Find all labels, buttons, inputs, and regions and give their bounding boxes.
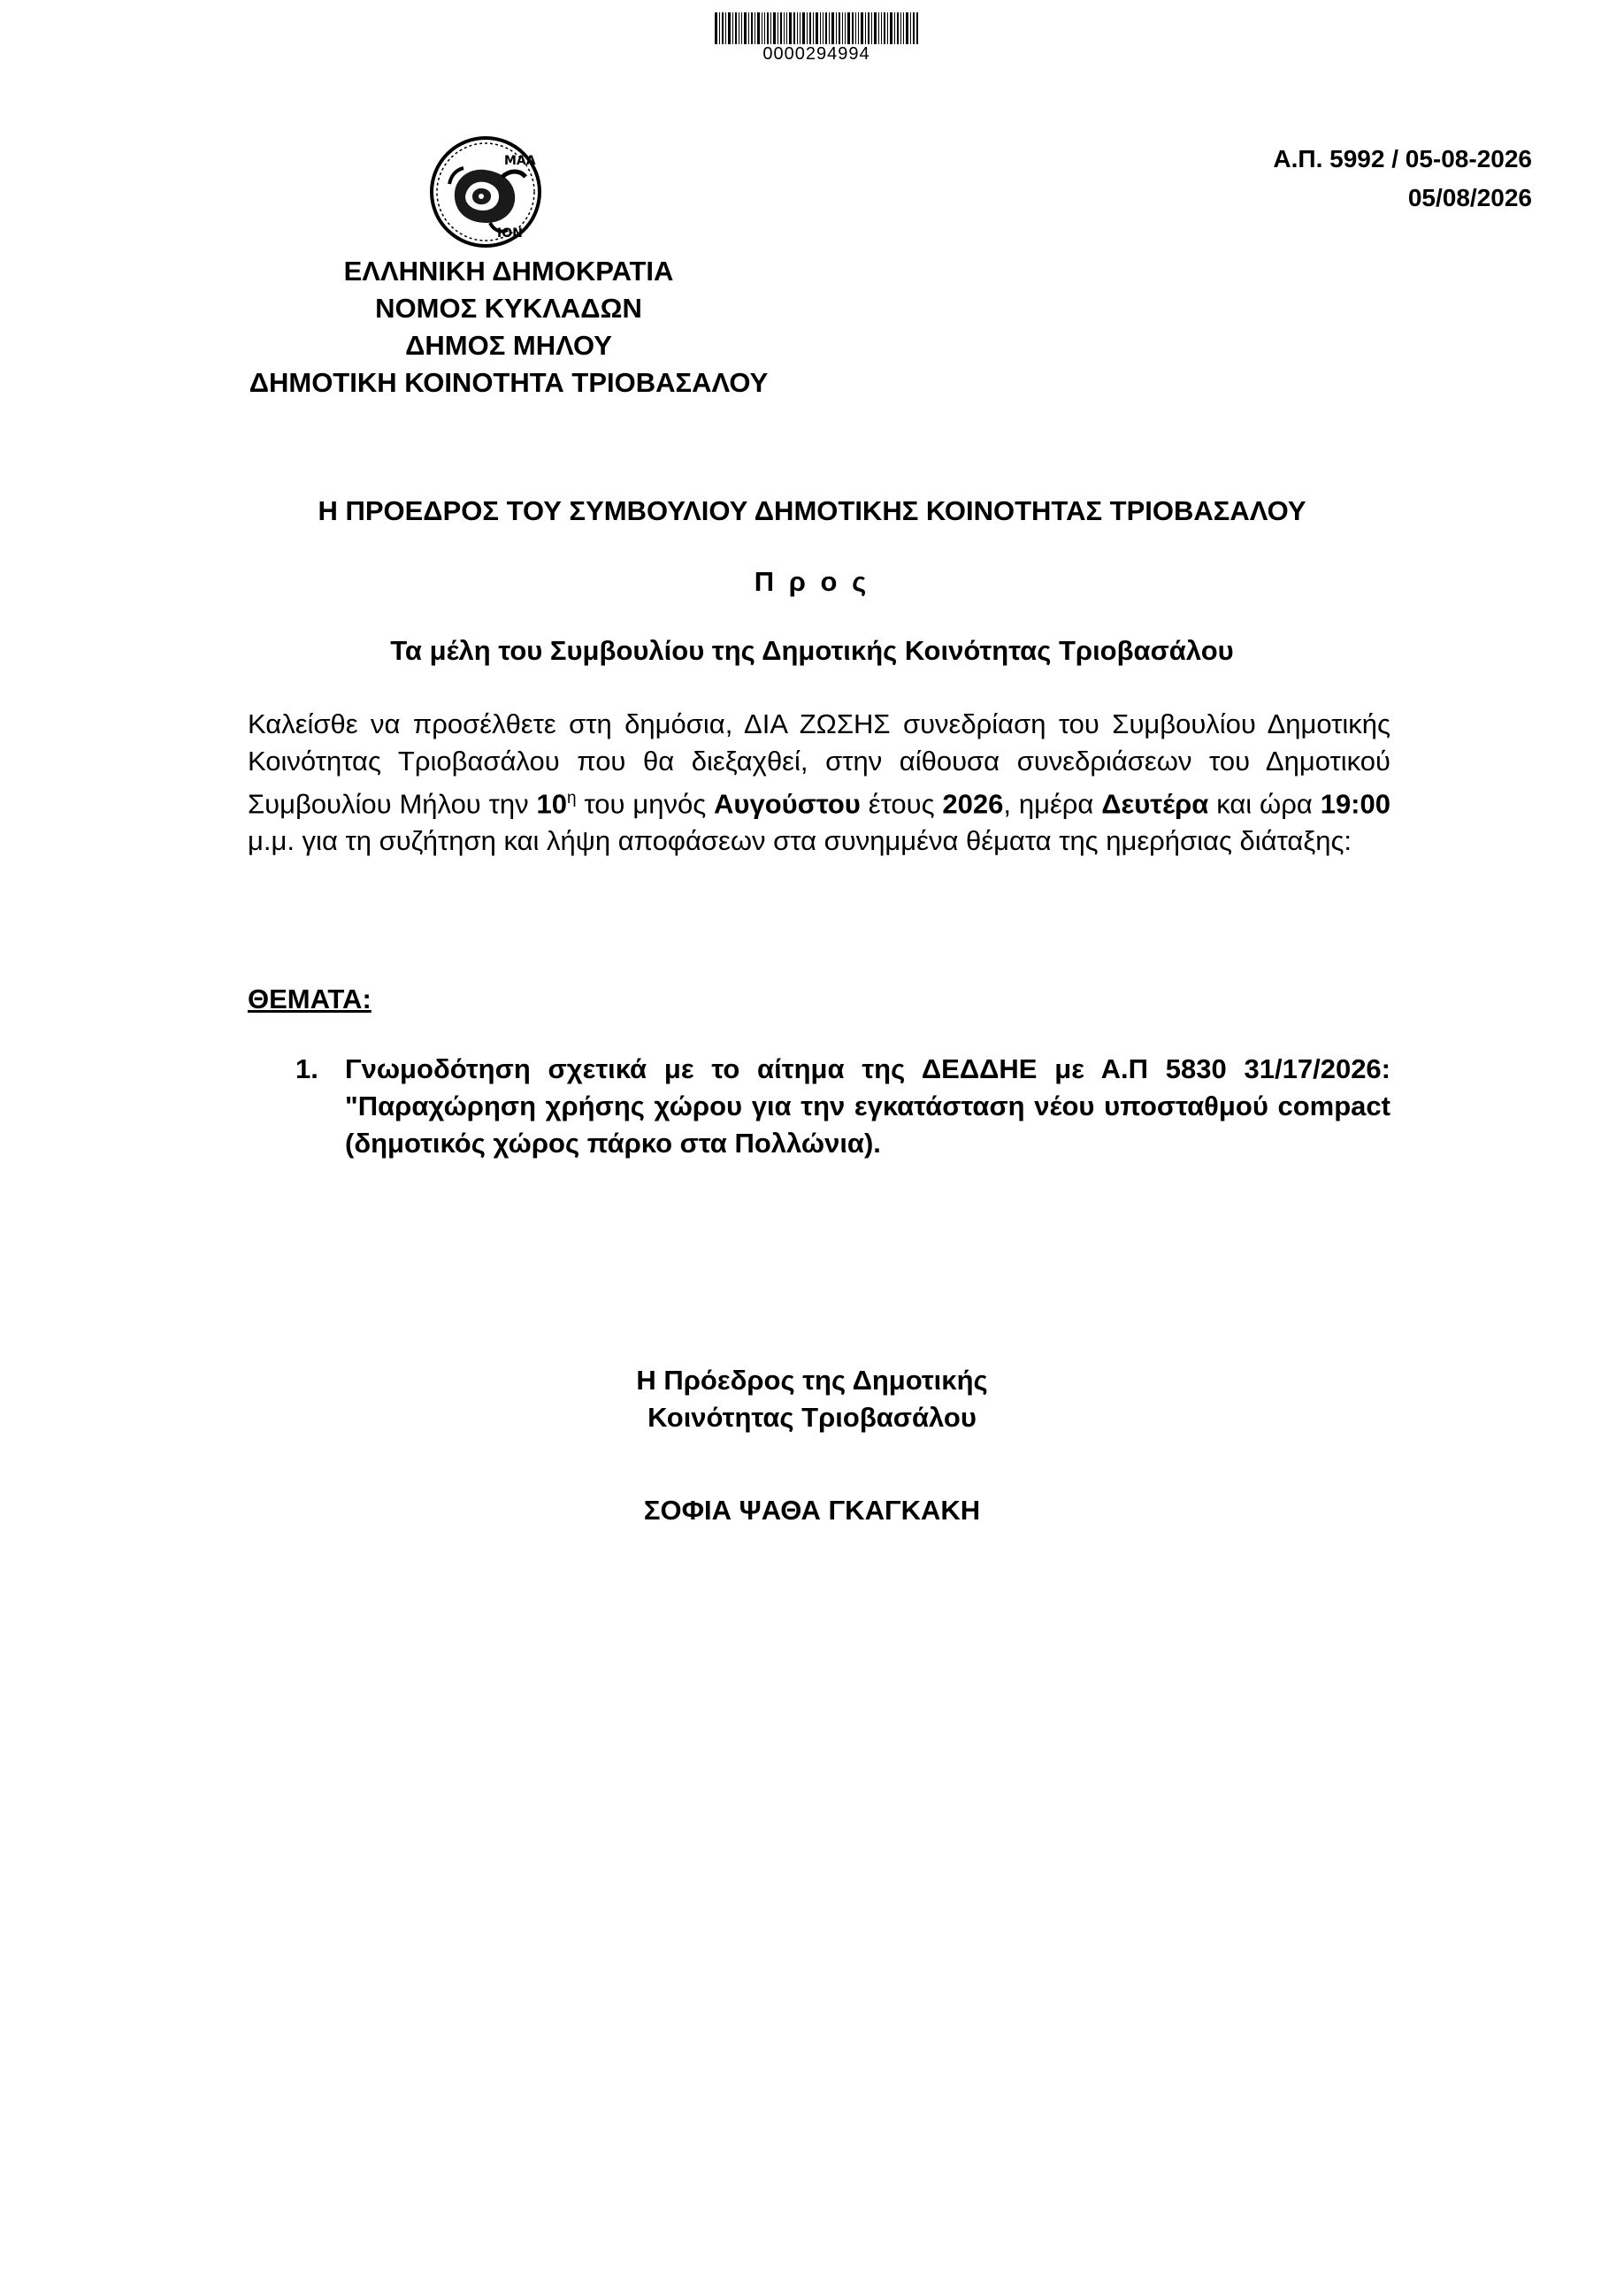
barcode-number: 0000294994 [762,44,870,64]
meeting-weekday: Δευτέρα [1101,788,1209,820]
document-title: Η ΠΡΟΕΔΡΟΣ ΤΟΥ ΣΥΜΒΟΥΛΙΟΥ ΔΗΜΟΤΙΚΗΣ ΚΟΙΝΟΤΗΤΑΣ ΤΡΙΟΒΑΣΑΛΟΥ [318,495,1306,526]
header-line-community: ΔΗΜΟΤΙΚΗ ΚΟΙΝΟΤΗΤΑ ΤΡΙΟΒΑΣΑΛΟΥ [249,367,769,398]
invitation-body [248,706,1390,860]
recipients-line: Τα μέλη του Συμβουλίου της Δημοτικής Κοινότητας Τριοβασάλου [390,635,1234,666]
signature-role-line1: Η Πρόεδρος της Δημοτικής [636,1365,988,1396]
protocol-number: Α.Π. 5992 / 05-08-2026 [1273,145,1532,172]
themes-heading: ΘΕΜΑΤΑ: [248,983,372,1014]
svg-text:ΜΑΛ: ΜΑΛ [504,154,536,168]
meeting-day: 10 [536,788,568,820]
to-label: Π ρ ο ς [754,566,870,597]
theme-item [295,1051,1390,1162]
header-line-republic: ΕΛΛΗΝΙΚΗ ΔΗΜΟΚΡΑΤΙΑ [343,256,674,287]
header-line-municipality: ΔΗΜΟΣ ΜΗΛΟΥ [405,330,612,361]
body-text-part6: μ.μ. για τη συζήτηση και λήψη αποφάσεων στα συνημμένα θέματα της ημερήσιας διάταξης: [248,825,1352,857]
meeting-day-suffix: η [567,789,577,807]
body-text-part1: Καλείσθε να προσέλθετε στη δημόσια, ΔΙΑ ΖΩΣΗΣ συνεδρίαση του Συμβουλίου Δημοτικής Κοινότητας Τριοβασάλου που θα διεξαχθεί, στην αίθουσα συνεδριάσεων του Δημοτικού Συμβουλίου Μήλου την [248,708,1390,820]
municipal-seal-icon [428,134,543,249]
theme-item-text: Γνωμοδότηση σχετικά με το αίτημα της ΔΕΔΔΗΕ με Α.Π 5830 31/17/2026: "Παραχώρηση χρήσης χώρου για την εγκατάσταση νέου υποσταθμού compact (δημοτικός χώρος πάρκο στα Πολλώνια). [345,1053,1390,1159]
signature-block [0,1362,1624,1436]
body-text-part3: έτους [860,788,943,820]
protocol-block [1273,140,1532,218]
authority-header [230,253,787,402]
meeting-month: Αυγούστου [714,788,861,820]
signature-role-line2: Κοινότητας Τριοβασάλου [647,1402,977,1433]
meeting-year: 2026 [942,788,1004,820]
body-text-part2: του μηνός [576,788,715,820]
barcode-icon [715,12,918,44]
header-line-prefecture: ΝΟΜΟΣ ΚΥΚΛΑΔΩΝ [375,293,642,324]
theme-item-number: 1. [295,1053,318,1084]
signer-name: ΣΟΦΙΑ ΨΑΘΑ ΓΚΑΓΚΑΚΗ [643,1495,981,1526]
meeting-time: 19:00 [1320,788,1390,820]
body-text-part4: , ημέρα [1003,788,1102,820]
svg-text:ΙΟΝ: ΙΟΝ [497,226,523,241]
body-text-part5: και ώρα [1208,788,1321,820]
protocol-date: 05/08/2026 [1407,184,1532,211]
